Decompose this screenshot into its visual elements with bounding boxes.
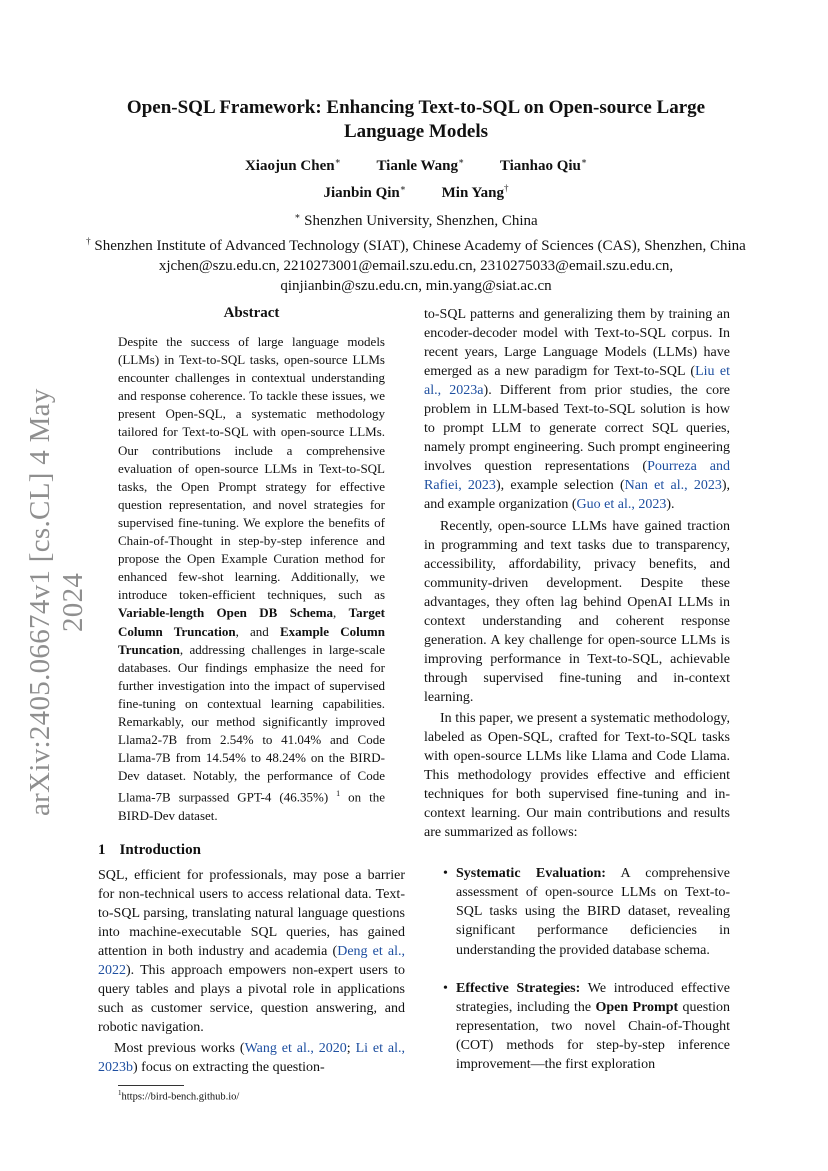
author-qiu bbox=[500, 150, 587, 177]
author-name: Xiaojun Chen bbox=[244, 158, 335, 174]
author-mark: ∗ bbox=[334, 156, 341, 166]
email-line-2: qinjianbin@szu.edu.cn, min.yang@siat.ac.cn bbox=[280, 278, 552, 294]
abstract-bold-term: Target Column Truncation bbox=[118, 605, 386, 639]
affiliation-mark: † bbox=[86, 236, 91, 246]
abstract-segment: , addressing challenges in large-scale databases. Our findings emphasize the need for further investigation into the impact of supervised fine-tuning on contextual learning capabilities. Remarkably, our method significantly improved Llama2-7B from 2.54% to 41.04% and Code Llama-7B from 14.54% to 48.24% on the BIRD-Dev dataset. Notably, the performance of Code Llama-7B surpassed GPT-4 (46.35%) bbox=[118, 641, 385, 805]
section-number: 1 bbox=[98, 841, 106, 858]
text-segment: to-SQL patterns and generalizing them by training an encoder-decoder model with Text-to-SQL corpus. In recent years, Large Language Models (LLMs) have emerged as a new paradigm for Text-to-SQL ( bbox=[424, 307, 730, 380]
intro-paragraph-2 bbox=[98, 1039, 405, 1077]
bullet-dot: • bbox=[443, 866, 448, 882]
author-row-1 bbox=[96, 150, 736, 177]
right-paragraph-1 bbox=[424, 305, 730, 515]
text-segment: ). bbox=[666, 497, 675, 513]
footnote-number: 1 bbox=[118, 1089, 122, 1098]
arxiv-identifier: arXiv:2405.06674v1 [cs.CL] 4 May 2024 bbox=[24, 388, 89, 816]
text-segment: ), and example organization ( bbox=[424, 478, 730, 513]
affiliation-szu bbox=[40, 206, 792, 231]
right-column bbox=[424, 305, 730, 1093]
contribution-item bbox=[424, 864, 730, 959]
author-row-2 bbox=[96, 177, 736, 204]
section-title: Introduction bbox=[119, 841, 201, 858]
text-segment: SQL, efficient for professionals, may pose a barrier for non-technical users to access relational data. Text-to-SQL parsing, translating natural language questions into machine-executable SQL queries, has gained attention in both industry and academia ( bbox=[98, 867, 405, 960]
footnote-mark[interactable]: 1 bbox=[336, 789, 341, 799]
author-mark: ∗ bbox=[580, 156, 588, 166]
footnote-url[interactable]: https://bird-bench.github.io/ bbox=[121, 1091, 240, 1103]
author-mark: † bbox=[504, 183, 509, 193]
author-name: Jianbin Qin bbox=[323, 185, 400, 201]
author-chen bbox=[245, 150, 341, 177]
abstract-segment: , bbox=[333, 605, 349, 621]
text-segment: ). Different from prior studies, the core problem in LLM-based Text-to-SQL solution is how to prompt LLM to generate correct SQL queries, namely prompt engineering. Such prompt engineering involves question representations ( bbox=[424, 383, 730, 475]
affiliation-siat bbox=[40, 231, 792, 256]
text-segment: ). This approach empowers non-expert users to query tables and plays a pivotal role in applications such as customer service, question answering, and robotic navigation. bbox=[98, 963, 405, 1036]
footnote-divider bbox=[118, 1085, 184, 1086]
contribution-item bbox=[424, 979, 730, 1074]
email-line-1: xjchen@szu.edu.cn, 2210273001@email.szu.edu.cn, 2310275033@email.szu.edu.cn, bbox=[158, 258, 674, 274]
affiliation-text: Shenzhen Institute of Advanced Technology (SIAT), Chinese Academy of Sciences (CAS), Shenzhen, China bbox=[94, 238, 746, 254]
abstract-text bbox=[118, 333, 385, 825]
author-name: Min Yang bbox=[441, 185, 505, 201]
citation-link[interactable]: Guo et al., 2023 bbox=[576, 497, 667, 513]
intro-paragraph-1 bbox=[98, 866, 405, 1037]
author-name: Tianhao Qiu bbox=[499, 158, 581, 174]
citation-link[interactable]: Pourreza and Rafiei, 2023 bbox=[424, 459, 730, 494]
contribution-text: We introduced effective strategies, including the bbox=[456, 980, 730, 1015]
footnote bbox=[118, 1089, 405, 1103]
left-column bbox=[98, 305, 405, 1103]
affiliations bbox=[40, 206, 792, 296]
citation-link[interactable]: Wang et al., 2020 bbox=[244, 1041, 347, 1057]
text-segment: ), example selection ( bbox=[495, 478, 625, 494]
text-segment: ; bbox=[346, 1041, 356, 1057]
author-mark: ∗ bbox=[399, 183, 406, 193]
right-paragraph-3: In this paper, we present a systematic methodology, labeled as Open-SQL, crafted for Text-to-SQL tasks with open-source LLMs like Llama and Code Llama. This methodology provides effective and efficient techniques for both supervised fine-tuning and in-context learning. Our main contributions and results are summarized as follows: bbox=[424, 710, 730, 841]
right-paragraph-2: Recently, open-source LLMs have gained traction in programming and text tasks due to transparency, accessibility, affordability, privacy benefits, and community-driven development. Despite these advantages, they often lag behind OpenAI LLMs in context understanding and coherent response generation. A key challenge for open-source LLMs is improving performance in Text-to-SQL, achievable through supervised fine-tuning and in-context learning. bbox=[424, 518, 730, 705]
abstract-bold-term: Variable-length Open DB Schema bbox=[118, 605, 334, 621]
bullet-dot: • bbox=[443, 980, 448, 996]
abstract-segment: , and bbox=[235, 623, 280, 639]
author-yang bbox=[442, 177, 509, 204]
text-segment: Most previous works ( bbox=[114, 1041, 245, 1057]
author-wang bbox=[376, 150, 464, 177]
abstract-segment: Despite the success of large language models (LLMs) in Text-to-SQL tasks, open-source LLMs encounter challenges in contextual understanding and response coherence. To tackle these issues, we present Open-SQL, a systematic methodology tailored for Text-to-SQL with open-source LLMs. Our contributions include a comprehensive evaluation of open-source LLMs in Text-to-SQL tasks, the Open Prompt strategy for effective question representation, and novel strategies for supervised fine-tuning. We explore the benefits of Chain-of-Thought in step-by-step inference and propose the Open Example Curation method for enhanced few-shot learning. Additionally, we introduce token-efficient techniques, such as bbox=[118, 334, 385, 603]
author-name: Tianle Wang bbox=[376, 158, 459, 174]
author-qin bbox=[323, 177, 405, 204]
abstract-segment: on the BIRD-Dev dataset. bbox=[118, 789, 386, 823]
contribution-list bbox=[424, 864, 730, 1073]
contribution-label: Systematic Evaluation: bbox=[456, 866, 606, 882]
author-mark: ∗ bbox=[458, 156, 465, 166]
affiliation-text: Shenzhen University, Shenzhen, China bbox=[304, 213, 538, 229]
citation-link[interactable]: Nan et al., 2023 bbox=[624, 478, 722, 494]
abstract-bold-term: Example Column Truncation bbox=[118, 623, 385, 657]
citation-link[interactable]: Liu et al., 2023a bbox=[424, 364, 730, 399]
contribution-label: Effective Strategies: bbox=[456, 980, 581, 996]
paper-title: Open-SQL Framework: Enhancing Text-to-SQL on Open-source Large Language Models bbox=[126, 97, 706, 142]
contribution-bold-term: Open Prompt bbox=[595, 999, 679, 1015]
affiliation-mark: ∗ bbox=[294, 211, 301, 221]
contribution-text: A comprehensive assessment of open-source LLMs on Text-to-SQL tasks using the BIRD dataset, revealing significant performance deficiencies in understanding the provided database schema. bbox=[456, 866, 730, 958]
author-list bbox=[96, 150, 736, 204]
abstract-heading: Abstract bbox=[223, 305, 280, 321]
citation-link[interactable]: Li et al., 2023b bbox=[98, 1041, 406, 1076]
section-heading-introduction bbox=[98, 842, 405, 859]
contribution-text: question representation, two novel Chain-of-Thought (COT) methods for step-by-step inference improvement—the first exploration bbox=[456, 999, 730, 1072]
text-segment: ) focus on extracting the question- bbox=[133, 1060, 325, 1076]
citation-link[interactable]: Deng et al., 2022 bbox=[98, 944, 406, 979]
